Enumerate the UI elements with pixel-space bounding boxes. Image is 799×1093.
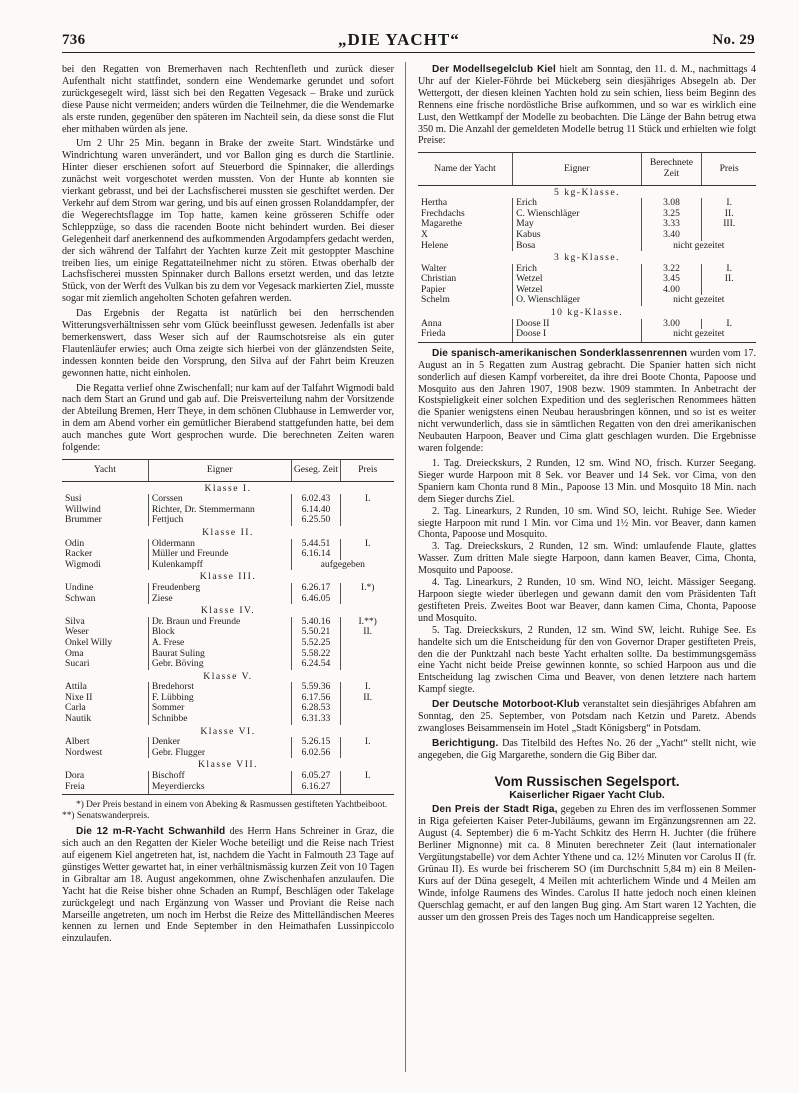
- owner-name: Doose II: [513, 319, 641, 330]
- yacht-name: Wigmodi: [65, 558, 101, 570]
- prize-value: [341, 659, 394, 670]
- class-heading: 5 kg-Klasse.: [554, 186, 620, 198]
- table-row: [62, 649, 394, 660]
- table-row: [418, 209, 756, 220]
- yacht-name: Attila: [65, 681, 87, 693]
- owner-name: Dr. Braun und Freunde: [148, 617, 291, 628]
- footnote: *) Der Preis bestand in einem von Abeking & Rasmussen gestifteten Yachtbeiboot. **) Senatswanderpreis.: [62, 800, 388, 822]
- yacht-name: Papier: [421, 283, 446, 295]
- time-value: 6.28.53: [291, 703, 341, 714]
- yacht-name: Frieda: [418, 329, 513, 342]
- table-row: [62, 714, 394, 725]
- prize-value: I.: [341, 737, 394, 748]
- owner-name: C. Wienschläger: [513, 209, 641, 220]
- class-heading-row: [62, 604, 394, 617]
- owner-name: Ziese: [148, 594, 291, 605]
- time-value: 3.00: [641, 319, 702, 330]
- yacht-name: Oma: [65, 647, 84, 659]
- yacht-name: Odin: [65, 537, 85, 549]
- table-header: Preis: [341, 460, 394, 482]
- prize-value: [341, 505, 394, 516]
- class-heading-row: [62, 758, 394, 771]
- owner-name: Kabus: [513, 230, 641, 241]
- table-header: Name der Yacht: [418, 153, 513, 185]
- table-row: [62, 782, 394, 795]
- prize-value: II.: [702, 209, 756, 220]
- owner-name: Bredehorst: [148, 682, 291, 693]
- yacht-name: Christian: [421, 273, 457, 285]
- prize-value: III.: [702, 219, 756, 230]
- table-body: [62, 481, 394, 795]
- time-value: 3.22: [641, 264, 702, 275]
- table-body: [418, 185, 756, 342]
- owner-name: Block: [148, 627, 291, 638]
- table-row: [62, 703, 394, 714]
- owner-name: Baurat Suling: [148, 649, 291, 660]
- model-results-table: [418, 152, 756, 343]
- owner-name: Erich: [513, 198, 641, 209]
- table-row: [62, 583, 394, 594]
- paragraph: Das Ergebnis der Regatta ist natürlich bei den herrschenden Witterungsverhältnissen sehr vom Glück beeinflusst gewesen. Jedenfalls ist aber bemerkenswert, dass Weser sich auf der Raumschotsreise als ein guter Flautenläufer erwies; auch Oma zeigte sich hierbei von der glänzendsten Seite, indessen konnten beide den Vorsprung, den Silva auf der Fahrt beim Kreuzen gewonnen hatte, nicht einholen.: [62, 308, 394, 379]
- prize-value: [341, 649, 394, 660]
- prize-value: I.**): [341, 617, 394, 628]
- owner-name: Bosa: [513, 241, 641, 252]
- table-header: Geseg. Zeit: [291, 460, 341, 482]
- class-heading: Klasse I.: [204, 482, 252, 494]
- time-value: 6.46.05: [291, 594, 341, 605]
- time-value: 6.02.43: [291, 494, 341, 505]
- page-header: [62, 28, 755, 53]
- prize-value: I.: [341, 682, 394, 693]
- yacht-name: Racker: [65, 548, 93, 560]
- class-heading: 3 kg-Klasse.: [554, 252, 620, 264]
- race-day-1: 1. Tag. Dreieckskurs, 2 Runden, 12 sm. Wind NO, frisch. Kurzer Seegang. Sieger wurde Harpoon mit 8 Sek. vor Beaver und 14 Sek. vor Cima, von den Spaniern kam Chonta rund 8 Min., Papoose 13 Min. und Mosquito 18 Min. nach dem Sieger durchs Ziel.: [418, 458, 756, 505]
- yacht-name: Hertha: [421, 197, 448, 209]
- table-row: [62, 748, 394, 759]
- yacht-name: Nordwest: [65, 746, 103, 758]
- prize-value: II.: [702, 274, 756, 285]
- prize-value: [341, 594, 394, 605]
- prize-value: [341, 703, 394, 714]
- table-header: Eigner: [513, 153, 641, 185]
- paragraph: bei den Regatten von Bremerhaven nach Rechtenfleth und zurück dieser Aufenthalt nicht stattfindet, sondern eine Wendemarke gerundet und sofort zurückgesegelt wird, lässt sich bei den Regatten Vegesack – Brake und zurück diese Pause nicht vermeiden; anders würden die Teilnehmer, die die Wendemarke als erste runden, gegenüber den späteren im Nachteil sein, da diese sonst die Flut eher mithaben würden als jene.: [62, 64, 394, 135]
- time-value: aufgegeben: [291, 560, 394, 571]
- paragraph: Die Regatta verlief ohne Zwischenfall; nur kam auf der Talfahrt Wigmodi bald nach dem Start an Grund und gab auf. Die Preisverteilung nahm der Vorsitzende der Abteilung Bremen, Herr Theye, in dem schönen Clubhause in Lemwerder vor, in dem am Abend vorher ein gemütlicher Bierabend stattgefunden hatte, bei dem auch manches gute Wort gesprochen wurde. Die berechneten Zeiten waren folgende:: [62, 382, 394, 454]
- owner-name: Fettjuch: [148, 515, 291, 526]
- prize-value: [341, 782, 394, 795]
- paragraph-lead: Der Deutsche Motorboot-Klub: [432, 699, 580, 711]
- regatta-results-table: [62, 459, 394, 795]
- time-value: 3.33: [641, 219, 702, 230]
- owner-name: Müller und Freunde: [148, 549, 291, 560]
- paragraph-lead: Den Preis der Stadt Riga,: [432, 804, 558, 816]
- class-heading-row: [62, 526, 394, 539]
- time-value: 5.50.21: [291, 627, 341, 638]
- yacht-name: Brummer: [65, 514, 102, 526]
- owner-name: Gebr. Flugger: [148, 748, 291, 759]
- table-row: [62, 737, 394, 748]
- owner-name: O. Wienschläger: [513, 295, 641, 306]
- race-day-4: 4. Tag. Linearkurs, 2 Runden, 10 sm. Wind NO, leicht. Mässiger Seegang. Harpoon siegte wieder überlegen und gewann damit den vom Präsidenten Taft gestifteten Preis. Zweites Boot war Beaver, dann kamen Cima, Chonta, Papoose und Mosquito.: [418, 577, 756, 624]
- yacht-name: Weser: [65, 626, 89, 638]
- time-value: 5.44.51: [291, 539, 341, 550]
- owner-name: Doose I: [513, 329, 641, 342]
- class-heading-row: [418, 251, 756, 264]
- time-value: 6.31.33: [291, 714, 341, 725]
- time-value: 6.16.27: [291, 782, 341, 795]
- prize-value: II.: [341, 693, 394, 704]
- class-heading-row: [418, 306, 756, 319]
- left-column: [62, 64, 394, 945]
- paragraph-lead: Die 12 m-R-Yacht Schwanhild: [76, 826, 226, 838]
- class-heading: Klasse II.: [202, 526, 254, 538]
- issue-number: No. 29: [712, 31, 755, 48]
- time-value: 5.26.15: [291, 737, 341, 748]
- class-heading: Klasse V.: [203, 670, 253, 682]
- table-row: [62, 560, 394, 571]
- class-heading-row: [62, 481, 394, 494]
- time-value: 6.24.54: [291, 659, 341, 670]
- class-heading: Klasse VI.: [200, 725, 256, 737]
- table-row: [62, 682, 394, 693]
- time-value: 5.40.16: [291, 617, 341, 628]
- table-header: Preis: [702, 153, 756, 185]
- column-divider: [405, 62, 406, 1072]
- yacht-name: Carla: [65, 702, 86, 714]
- class-heading-row: [62, 570, 394, 583]
- prize-value: [341, 714, 394, 725]
- paragraph-lead: Die spanisch-amerikanischen Sonderklassenrennen: [432, 347, 688, 359]
- table-row: [62, 771, 394, 782]
- table-row: [418, 274, 756, 285]
- paragraph: Um 2 Uhr 25 Min. begann in Brake der zweite Start. Windstärke und Windrichtung waren unverändert, und vor Ballon ging es durch die Startlinie. Hinter dieser erschienen sofort auf Steuerbord die Spinnaker, die allerdings zunächst weit vorgeschotet werden mussten. Von der Hunte ab konnten sie vierkant gebrasst, und bei der Lachsfischerei mussten sie geschiftet werden. Der Verkehr auf dem Strom war gering, und bis auf einen grossen Rolanddampfer, der die Wegerechtsflagge im Top hatte, kamen keine grösseren Schiffe oder Schleppzüge, so dass die racenden Boote nicht behindert wurden. Bei dieser Gelegenheit darf anerkennend des aufkommenden Argodampfers gedacht werden, der sich während der Talfahrt der Yachten kurze Zeit mit gestoppter Maschine treiben lies, um einige Regattateilnehmer nicht zu stören. Etwas oberhalb der Lachsfischerei mussten Spinnaker durch Ballons ersetzt werden, und das letzte Stück, von der Werft des Vulkan bis zu dem vor Vegesack markierten Ziel, musste sogar mit ziemlich angeholten Schoten gefahren werden.: [62, 138, 394, 305]
- table-header: Yacht: [62, 460, 148, 482]
- yacht-name: Schelm: [421, 294, 450, 306]
- owner-name: Richter, Dr. Stemmermann: [148, 505, 291, 516]
- paragraph: Berichtigung. Das Titelbild des Heftes No. 26 der „Yacht“ stellt nicht, wie angegeben, die Gig Margarethe, sondern die Gig Biber dar.: [418, 737, 756, 761]
- prize-value: I.*): [341, 583, 394, 594]
- prize-value: I.: [341, 771, 394, 782]
- yacht-name: Helene: [421, 239, 449, 251]
- owner-name: Sommer: [148, 703, 291, 714]
- yacht-name: Magarethe: [421, 218, 463, 230]
- table-row: [62, 594, 394, 605]
- table-row: [62, 638, 394, 649]
- prize-value: I.: [341, 494, 394, 505]
- class-heading-row: [418, 185, 756, 198]
- prize-value: I.: [702, 319, 756, 330]
- paragraph: Die 12 m-R-Yacht Schwanhild des Herrn Hans Schreiner in Graz, die sich auch an den Regatten der Kieler Woche beteiligt und die Reise nach Triest auf eigenem Kiel angetreten hat, ist, nachdem die Yacht in Falmouth 23 Tage auf günstiges Wetter gewartet hat, in einer verhältnismässig kurzen Zeit von 10 Tagen in Gibraltar am 18. August angekommen, ohne Zwischenhafen anzulaufen. Die Yacht hat die Reise bisher ohne Schaden an Rumpf, Beschlägen oder Takelage zurückgelegt und nach Ergänzung von Wasser und Proviant die Reise nach Marseille angetreten, um noch im Herbst die Reize des Mittelländischen Meeres kennen zu lernen und Ende September in den Heimathafen Lussinpiccolo einzulaufen.: [62, 826, 394, 945]
- class-heading-row: [62, 725, 394, 738]
- time-value: 3.40: [641, 230, 702, 241]
- paragraph: Den Preis der Stadt Riga, gegeben zu Ehren des im verflossenen Sommer in Riga gefeierten Kaiser Peter-Jubiläums, gewann im Ergänzungsrennen am 22. August (4. September) die 6 m-Yacht Schkitz des Herrn H. Juchter (die frühere Berliner Mignonne) mit ca. 8 Minuten berechneter Zeit (laut internationaler Vergütungstabelle) vor dem Achter Ythene und ca. 12½ Minuten vor Carolus II (fr. Grünau II). Es wurde bei frischerem SO (im Durchschnitt 5,84 m) ein 8 Meilen-Kurs auf der Düna gesegelt, 4 Meilen mit achterlichem Winde und 4 Meilen am Winde, infolge Raumens des Windes. Carolus II hatte jedoch noch einen kleinen Querschlag gemacht, er auf den langen Bug ging. Am Start waren 12 Yachten, die ausser um den grossen Preis des Tages noch um Handicappreise segelten.: [418, 804, 756, 923]
- page-number: 736: [62, 31, 86, 48]
- paragraph: Der Deutsche Motorboot-Klub veranstaltet sein diesjähriges Abfahren am Sonntag, den 25. September, von Potsdam nach Ketzin und Paretz. Abends zwangloses Beisammensein im Hotel „Stadt Königsberg“ in Potsdam.: [418, 699, 757, 734]
- paragraph: Der Modellsegelclub Kiel hielt am Sonntag, den 11. d. M., nachmittags 4 Uhr auf der Kieler-Föhrde bei Mückeberg sein diesjähriges Absegeln ab. Der Wettergott, der diesen kleinen Yachten hold zu sein schien, liess beim Beginn des Rennens eine frische nordöstliche Brise aufkommen, und so war es wirklich eine Lust, den Wettkampf der Modelle zu beobachten. Die Länge der Bahn betrug etwa 350 m. Die Anzahl der gemeldeten Modelle betrug 11 Stück und erhielten wie folgt Preise:: [418, 64, 757, 147]
- yacht-name: Nautik: [65, 713, 92, 725]
- table-row: [418, 219, 756, 230]
- time-value: 6.14.40: [291, 505, 341, 516]
- table-row: [62, 617, 394, 628]
- table-row: [418, 264, 756, 275]
- yacht-name: Anna: [421, 317, 442, 329]
- section-subtitle: Kaiserlicher Rigaer Yacht Club.: [509, 788, 665, 801]
- time-value: 6.17.56: [291, 693, 341, 704]
- race-day-2: 2. Tag. Linearkurs, 2 Runden, 10 sm. Wind SO, leicht. Ruhige See. Wieder siegte Harpoon mit rund 1 Min. vor Cima und 1½ Min. vor Beaver, dann kamen Chonta, Papoose und Mosquito.: [418, 505, 756, 541]
- owner-name: May: [513, 219, 641, 230]
- yacht-name: Nixe II: [65, 691, 93, 703]
- owner-name: Erich: [513, 264, 641, 275]
- table-row: [62, 515, 394, 526]
- yacht-name: Schwan: [65, 592, 96, 604]
- owner-name: Schnibbe: [148, 714, 291, 725]
- owner-name: Bischoff: [148, 771, 291, 782]
- table-row: [418, 329, 756, 342]
- table-row: [418, 230, 756, 241]
- time-value: nicht gezeitet: [641, 295, 756, 306]
- yacht-name: X: [421, 228, 428, 240]
- yacht-name: Frechdachs: [421, 207, 465, 219]
- owner-name: Kulenkampff: [148, 560, 291, 571]
- paragraph-lead: Berichtigung.: [432, 737, 499, 749]
- time-value: 3.45: [641, 274, 702, 285]
- yacht-name: Undine: [65, 581, 94, 593]
- table-row: [62, 693, 394, 704]
- time-value: 6.02.56: [291, 748, 341, 759]
- table-row: [418, 198, 756, 209]
- paragraph-lead: Der Modellsegelclub Kiel: [432, 64, 556, 75]
- yacht-name: Willwind: [65, 503, 101, 515]
- prize-value: [341, 515, 394, 526]
- race-day-5: 5. Tag. Dreieckskurs, 2 Runden, 12 sm. Wind SW, leicht. Ruhige See. Es handelte sich um die Entscheidung für den von Governor Draper gestifteten Preis, den die der Punktzahl nach beste Yacht erhalten sollte. Da bestimmungsgemäss eine Yacht nicht beide Preise gewinnen konnte, so schied Harpoon aus und die Entscheidung lag zwischen Cima und Beaver, von denen letztere nach hartem Kampf siegte.: [418, 624, 756, 696]
- yacht-name: Dora: [65, 770, 85, 782]
- time-value: 6.16.14: [291, 549, 341, 560]
- section-title: Vom Russischen Segelsport.: [494, 773, 680, 789]
- table-header: Eigner: [148, 460, 291, 482]
- paragraph: Die spanisch-amerikanischen Sonderklassenrennen wurden vom 17. August an in 5 Regatten zum Austrag gebracht. Die Spanier hatten sich nicht sonderlich auf diesen Kampf vorbereitet, da ihre drei Boote Chonta, Papoose und Mosquito aus den Jahren 1907, 1908 bezw. 1909 stammten. In Anbetracht der Kostspieligkeit einer solchen Expedition und des seglerischen Renommees hätten die Spanier wenigstens einen Neubau herausbringen können, und so ist es weiter nicht verwunderlich, dass sie in sämtlichen Regatten von den drei amerikanischen Neubauten Harpoon, Beaver und Cima glatt geschlagen wurden. Die Ergebnisse waren folgende:: [418, 347, 756, 455]
- owner-name: Oldermann: [148, 539, 291, 550]
- owner-name: Freudenberg: [148, 583, 291, 594]
- time-value: 5.58.22: [291, 649, 341, 660]
- prize-value: [341, 638, 394, 649]
- yacht-name: Freia: [62, 782, 148, 795]
- table-row: [418, 295, 756, 306]
- right-column: [418, 64, 756, 924]
- class-heading: 10 kg-Klasse.: [550, 307, 624, 319]
- owner-name: Gebr. Böving: [148, 659, 291, 670]
- yacht-name: Silva: [65, 615, 85, 627]
- table-row: [62, 659, 394, 670]
- prize-value: I.: [702, 198, 756, 209]
- time-value: 6.26.17: [291, 583, 341, 594]
- race-day-3: 3. Tag. Dreieckskurs, 2 Runden, 12 sm. Wind: umlaufende Flaute, glattes Wasser. Zum dritten Male siegte Harpoon, dann kamen Beaver, Cima, Chonta, Mosquito und Papoose.: [418, 541, 756, 577]
- owner-name: A. Frese: [148, 638, 291, 649]
- time-value: nicht gezeitet: [641, 329, 756, 342]
- yacht-name: Albert: [65, 736, 90, 748]
- time-value: 5.59.36: [291, 682, 341, 693]
- time-value: 6.25.50: [291, 515, 341, 526]
- owner-name: F. Lübbing: [148, 693, 291, 704]
- owner-name: Wetzel: [513, 285, 641, 296]
- prize-value: I.: [702, 264, 756, 275]
- table-header: Berechnete Zeit: [641, 153, 702, 185]
- table-row: [418, 241, 756, 252]
- class-heading: Klasse IV.: [200, 605, 256, 617]
- time-value: nicht gezeitet: [641, 241, 756, 252]
- time-value: 3.25: [641, 209, 702, 220]
- yacht-name: Susi: [65, 493, 82, 505]
- owner-name: Meyerdiercks: [148, 782, 291, 795]
- time-value: 5.52.25: [291, 638, 341, 649]
- class-heading: Klasse VII.: [197, 759, 259, 771]
- prize-value: I.: [341, 539, 394, 550]
- table-row: [62, 505, 394, 516]
- time-value: 6.05.27: [291, 771, 341, 782]
- class-heading-row: [62, 670, 394, 683]
- yacht-name: Onkel Willy: [65, 636, 113, 648]
- prize-value: [341, 748, 394, 759]
- time-value: 4.00: [641, 285, 702, 296]
- owner-name: Wetzel: [513, 274, 641, 285]
- owner-name: Denker: [148, 737, 291, 748]
- time-value: 3.08: [641, 198, 702, 209]
- prize-value: [702, 230, 756, 241]
- yacht-name: Sucari: [65, 658, 90, 670]
- magazine-title: „DIE YACHT“: [338, 30, 460, 49]
- prize-value: II.: [341, 627, 394, 638]
- owner-name: Corssen: [148, 494, 291, 505]
- class-heading: Klasse III.: [199, 571, 257, 583]
- yacht-name: Walter: [421, 262, 447, 274]
